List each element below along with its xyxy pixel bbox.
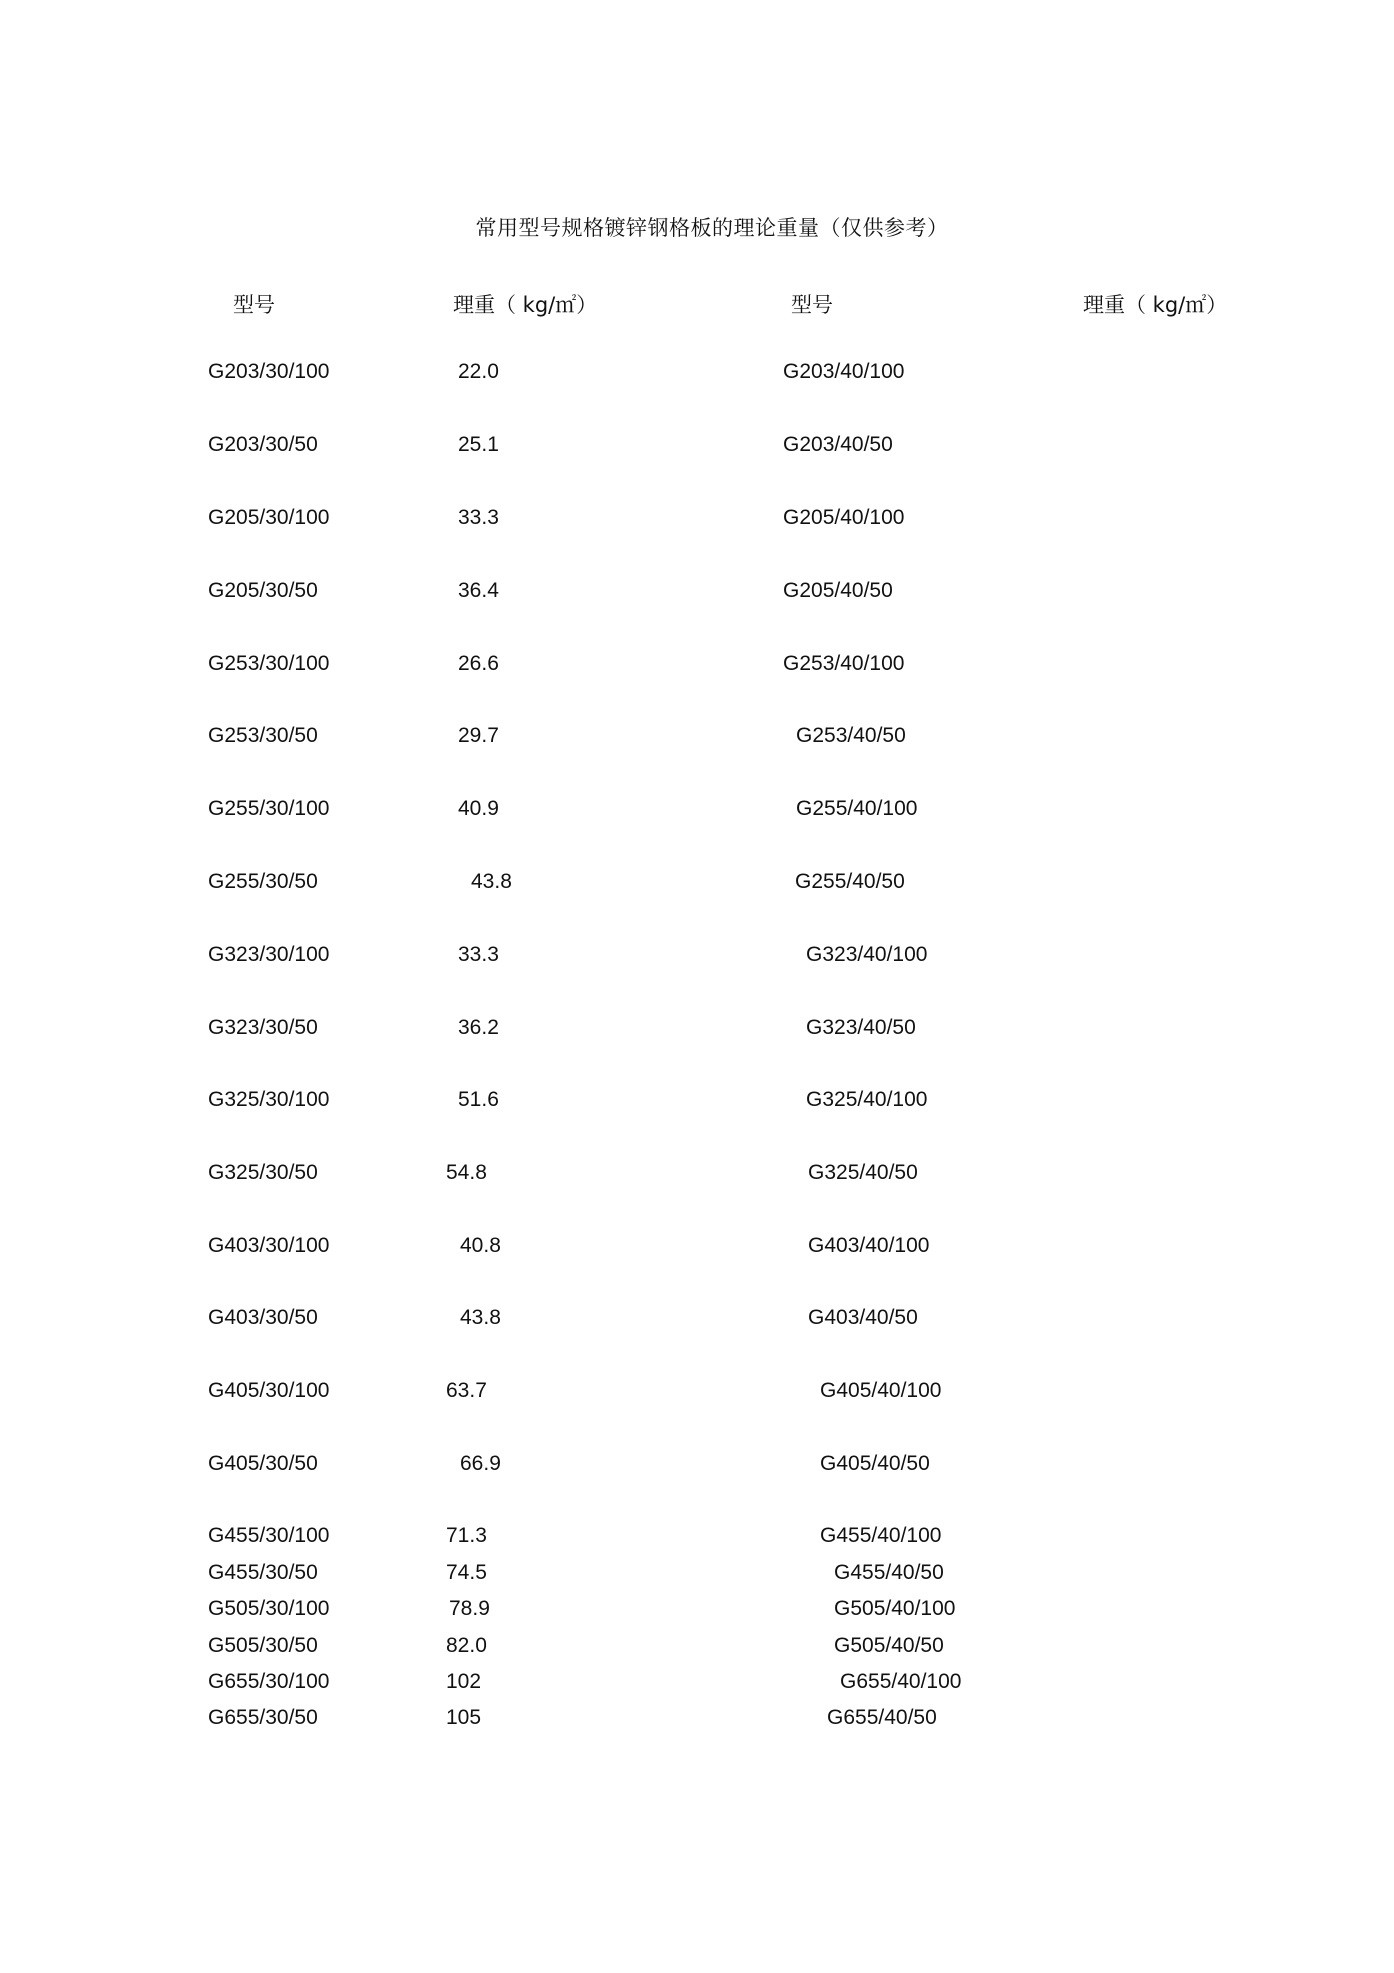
right-model-cell: G655/40/100 xyxy=(840,1670,962,1693)
right-model-cell: G455/40/50 xyxy=(834,1561,944,1584)
left-weight-cell: 51.6 xyxy=(458,1088,499,1111)
right-model-cell: G455/40/100 xyxy=(820,1524,942,1547)
right-model-cell: G323/40/50 xyxy=(806,1016,916,1039)
right-model-cell: G205/40/100 xyxy=(783,506,905,529)
left-model-cell: G205/30/100 xyxy=(208,506,330,529)
right-model-cell: G403/40/100 xyxy=(808,1234,930,1257)
left-weight-cell: 40.8 xyxy=(460,1234,501,1257)
right-model-cell: G405/40/50 xyxy=(820,1452,930,1475)
left-weight-cell: 40.9 xyxy=(458,797,499,820)
left-weight-cell: 82.0 xyxy=(446,1634,487,1657)
right-model-cell: G203/40/100 xyxy=(783,360,905,383)
left-model-cell: G253/30/100 xyxy=(208,652,330,675)
right-model-cell: G403/40/50 xyxy=(808,1306,918,1329)
left-weight-cell: 36.2 xyxy=(458,1016,499,1039)
right-model-cell: G655/40/50 xyxy=(827,1706,937,1729)
right-model-cell: G325/40/100 xyxy=(806,1088,928,1111)
left-model-cell: G255/30/50 xyxy=(208,870,318,893)
left-weight-cell: 29.7 xyxy=(458,724,499,747)
left-weight-cell: 74.5 xyxy=(446,1561,487,1584)
right-model-cell: G255/40/50 xyxy=(795,870,905,893)
left-weight-cell: 71.3 xyxy=(446,1524,487,1547)
left-weight-cell: 102 xyxy=(446,1670,482,1693)
left-model-cell: G323/30/50 xyxy=(208,1016,318,1039)
left-model-cell: G505/30/50 xyxy=(208,1634,318,1657)
left-weight-cell: 22.0 xyxy=(458,360,499,383)
right-model-cell: G405/40/100 xyxy=(820,1379,942,1402)
left-model-cell: G203/30/50 xyxy=(208,433,318,456)
header-weight-left: 理重（ kg/㎡） xyxy=(453,293,598,317)
left-model-cell: G323/30/100 xyxy=(208,943,330,966)
right-model-cell: G325/40/50 xyxy=(808,1161,918,1184)
right-model-cell: G505/40/50 xyxy=(834,1634,944,1657)
left-weight-cell: 78.9 xyxy=(449,1597,490,1620)
header-weight-right: 理重（ kg/㎡） xyxy=(1083,293,1228,317)
left-model-cell: G405/30/100 xyxy=(208,1379,330,1402)
header-model-right: 型号 xyxy=(791,293,833,317)
left-model-cell: G403/30/50 xyxy=(208,1306,318,1329)
left-weight-cell: 54.8 xyxy=(446,1161,487,1184)
right-model-cell: G203/40/50 xyxy=(783,433,893,456)
left-weight-cell: 33.3 xyxy=(458,506,499,529)
right-model-cell: G205/40/50 xyxy=(783,579,893,602)
left-weight-cell: 66.9 xyxy=(460,1452,501,1475)
left-weight-cell: 26.6 xyxy=(458,652,499,675)
right-model-cell: G255/40/100 xyxy=(796,797,918,820)
left-model-cell: G655/30/50 xyxy=(208,1706,318,1729)
left-model-cell: G403/30/100 xyxy=(208,1234,330,1257)
left-model-cell: G203/30/100 xyxy=(208,360,330,383)
left-weight-cell: 25.1 xyxy=(458,433,499,456)
left-model-cell: G405/30/50 xyxy=(208,1452,318,1475)
left-model-cell: G255/30/100 xyxy=(208,797,330,820)
left-model-cell: G325/30/100 xyxy=(208,1088,330,1111)
left-weight-cell: 105 xyxy=(446,1706,482,1729)
left-weight-cell: 43.8 xyxy=(471,870,512,893)
left-model-cell: G455/30/100 xyxy=(208,1524,330,1547)
left-weight-cell: 63.7 xyxy=(446,1379,487,1402)
right-model-cell: G323/40/100 xyxy=(806,943,928,966)
left-model-cell: G655/30/100 xyxy=(208,1670,330,1693)
header-model-left: 型号 xyxy=(233,293,275,317)
left-model-cell: G325/30/50 xyxy=(208,1161,318,1184)
right-model-cell: G253/40/100 xyxy=(783,652,905,675)
left-weight-cell: 36.4 xyxy=(458,579,499,602)
left-model-cell: G455/30/50 xyxy=(208,1561,318,1584)
right-model-cell: G505/40/100 xyxy=(834,1597,956,1620)
document-title: 常用型号规格镀锌钢格板的理论重量（仅供参考） xyxy=(475,216,949,240)
left-model-cell: G253/30/50 xyxy=(208,724,318,747)
right-model-cell: G253/40/50 xyxy=(796,724,906,747)
left-model-cell: G205/30/50 xyxy=(208,579,318,602)
left-weight-cell: 43.8 xyxy=(460,1306,501,1329)
left-weight-cell: 33.3 xyxy=(458,943,499,966)
left-model-cell: G505/30/100 xyxy=(208,1597,330,1620)
